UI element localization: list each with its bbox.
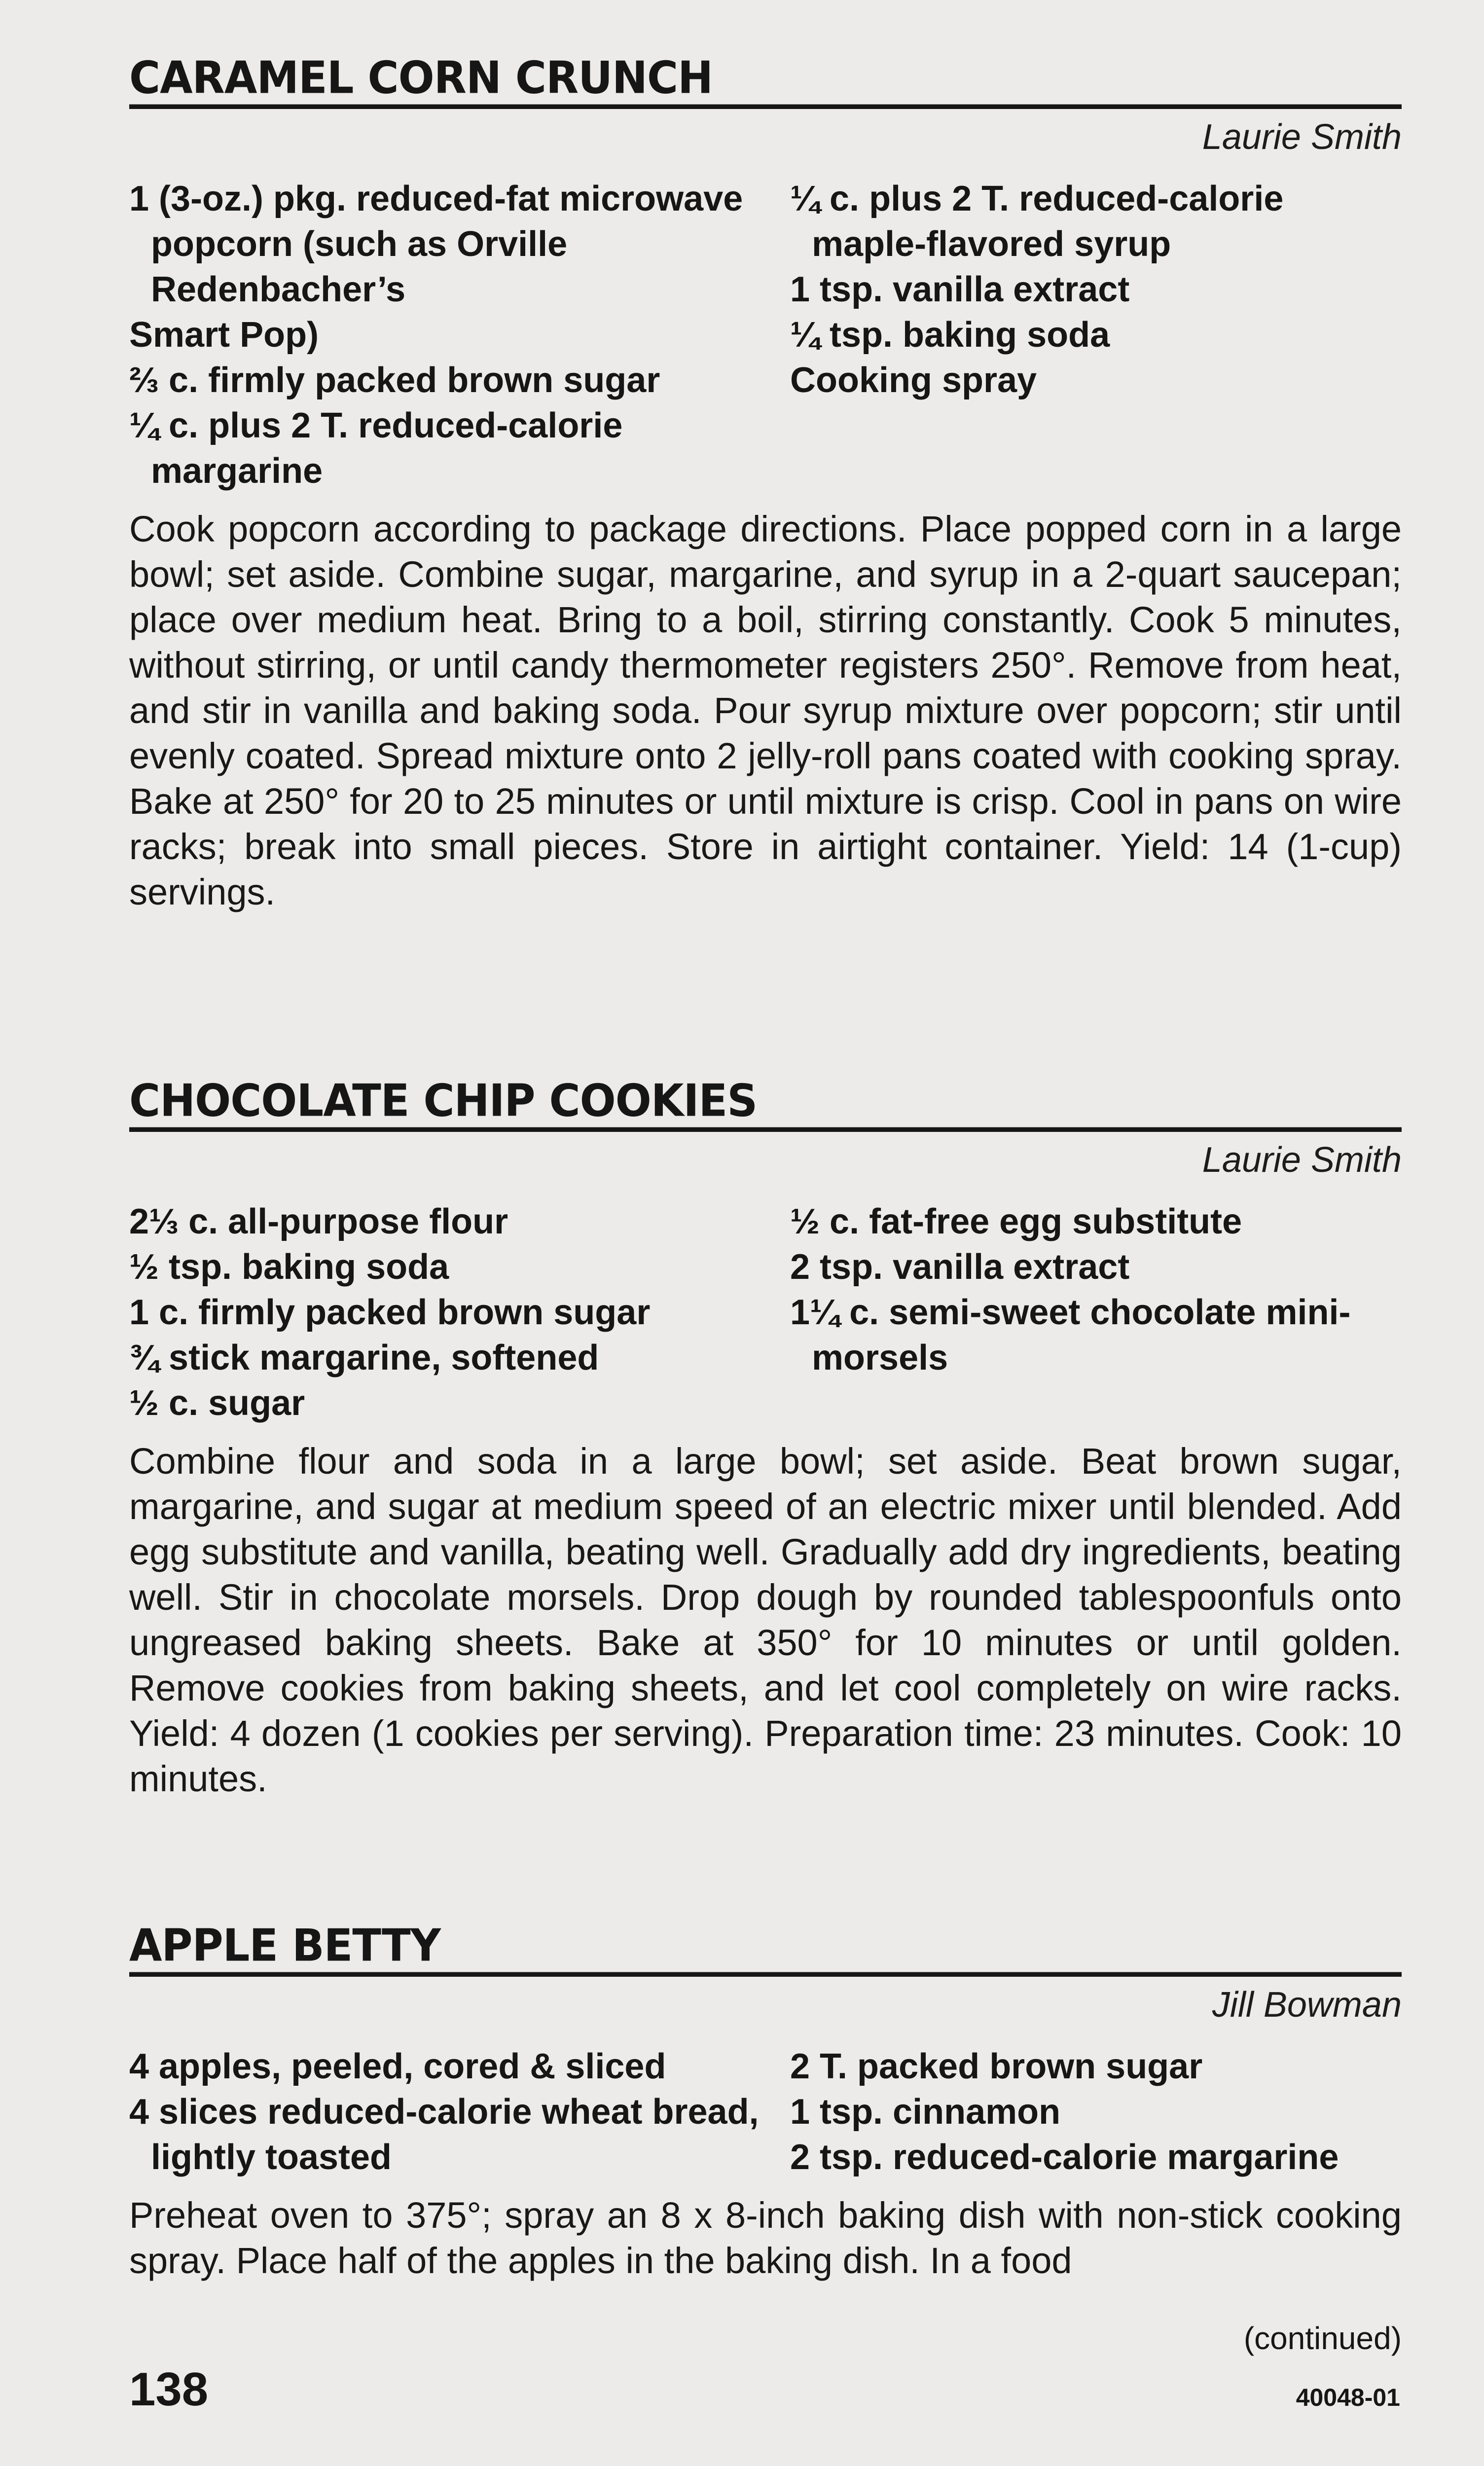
- ingredient-item: 1 tsp. vanilla extract: [790, 270, 1130, 310]
- ingredient-column-left: [129, 1199, 790, 1426]
- recipe-directions: Preheat oven to 375°; spray an 8 x 8-inch baking dish with non-stick cooking spray. Place half of the apples in the baking dish. In a food: [129, 2195, 1402, 2282]
- continued-label: (continued): [1243, 2321, 1402, 2357]
- recipe-title: CHOCOLATE CHIP COOKIES: [129, 1079, 1402, 1132]
- recipe-chocolate-chip-cookies: [129, 1075, 1402, 1838]
- recipe-author: Laurie Smith: [1202, 117, 1402, 157]
- ingredient-column-right: [790, 2044, 1402, 2180]
- ingredient-item: ½ c. fat-free egg substitute: [790, 1202, 1242, 1242]
- ingredient-item: 2 T. packed brown sugar: [790, 2047, 1203, 2087]
- ingredient-item: 2⅓ c. all-purpose flour: [129, 1202, 508, 1242]
- ingredient-item: 4 slices reduced-calorie wheat bread, lightly toasted: [129, 2092, 759, 2177]
- ingredient-item: ¾ stick margarine, softened: [129, 1338, 599, 1378]
- ingredient-item: ⅔ c. firmly packed brown sugar: [129, 361, 660, 400]
- recipe-title: CARAMEL CORN CRUNCH: [129, 56, 1402, 109]
- ingredient-item: ½ c. sugar: [129, 1383, 305, 1423]
- ingredient-item: 1 tsp. cinnamon: [790, 2092, 1061, 2132]
- recipe-directions: Combine flour and soda in a large bowl; set aside. Beat brown sugar, margarine, and sugar at medium speed of an electric mixer until blended. Add egg substitute and vanilla, beating well. Gradually add dry ingredients, beating well. Stir in chocolate morsels. Drop dough by rounded tablespoonfuls onto ungreased baking sheets. Bake at 350° for 10 minutes or until golden. Remove cookies from baking sheets, and let cool completely on wire racks. Yield: 4 dozen (1 cookies per serving). Preparation time: 23 minutes. Cook: 10 minutes.: [129, 1441, 1402, 1800]
- recipe-title: APPLE BETTY: [129, 1923, 1402, 1977]
- ingredient-item: 1¼ c. semi-sweet chocolate mini-morsels: [790, 1293, 1351, 1378]
- ingredient-item: ¼ c. plus 2 T. reduced-calorie margarine: [129, 406, 623, 491]
- ingredient-list: [129, 2044, 1402, 2180]
- ingredient-item: ½ tsp. baking soda: [129, 1247, 449, 1287]
- ingredient-item: 2 tsp. reduced-calorie margarine: [790, 2138, 1339, 2177]
- ingredient-column-right: [790, 1199, 1402, 1426]
- ingredient-list: [129, 176, 1402, 494]
- ingredient-column-left: [129, 2044, 790, 2180]
- ingredient-item: Cooking spray: [790, 361, 1037, 400]
- ingredient-column-right: [790, 176, 1402, 494]
- ingredient-item: Smart Pop): [129, 315, 319, 355]
- ingredient-item: 2 tsp. vanilla extract: [790, 1247, 1130, 1287]
- ingredient-item: ¼ c. plus 2 T. reduced-calorie maple-flavored syrup: [790, 179, 1284, 264]
- recipe-directions: Cook popcorn according to package directions. Place popped corn in a large bowl; set aside. Combine sugar, margarine, and syrup in a 2-quart saucepan; place over medium heat. Bring to a boil, stirring constantly. Cook 5 minutes, without stirring, or until candy thermometer registers 250°. Remove from heat, and stir in vanilla and baking soda. Pour syrup mixture over popcorn; stir until evenly coated. Spread mixture onto 2 jelly-roll pans coated with cooking spray. Bake at 250° for 20 to 25 minutes or until mixture is crisp. Cool in pans on wire racks; break into small pieces. Store in airtight container. Yield: 14 (1-cup) servings.: [129, 508, 1402, 913]
- ingredient-column-left: [129, 176, 790, 494]
- catalog-code: 40048-01: [1296, 2384, 1400, 2411]
- ingredient-item: ¼ tsp. baking soda: [790, 315, 1110, 355]
- recipe-author: Laurie Smith: [1202, 1140, 1402, 1180]
- page-number: 138: [129, 2363, 209, 2416]
- recipe-apple-betty: [129, 1920, 1402, 2357]
- ingredient-item: 4 apples, peeled, cored & sliced: [129, 2047, 666, 2087]
- ingredient-item: 1 (3-oz.) pkg. reduced-fat microwave popcorn (such as Orville Redenbacher’s: [129, 179, 743, 310]
- ingredient-list: [129, 1199, 1402, 1426]
- recipe-author: Jill Bowman: [1212, 1985, 1402, 2025]
- ingredient-item: 1 c. firmly packed brown sugar: [129, 1293, 651, 1333]
- recipe-caramel-corn-crunch: [129, 52, 1402, 951]
